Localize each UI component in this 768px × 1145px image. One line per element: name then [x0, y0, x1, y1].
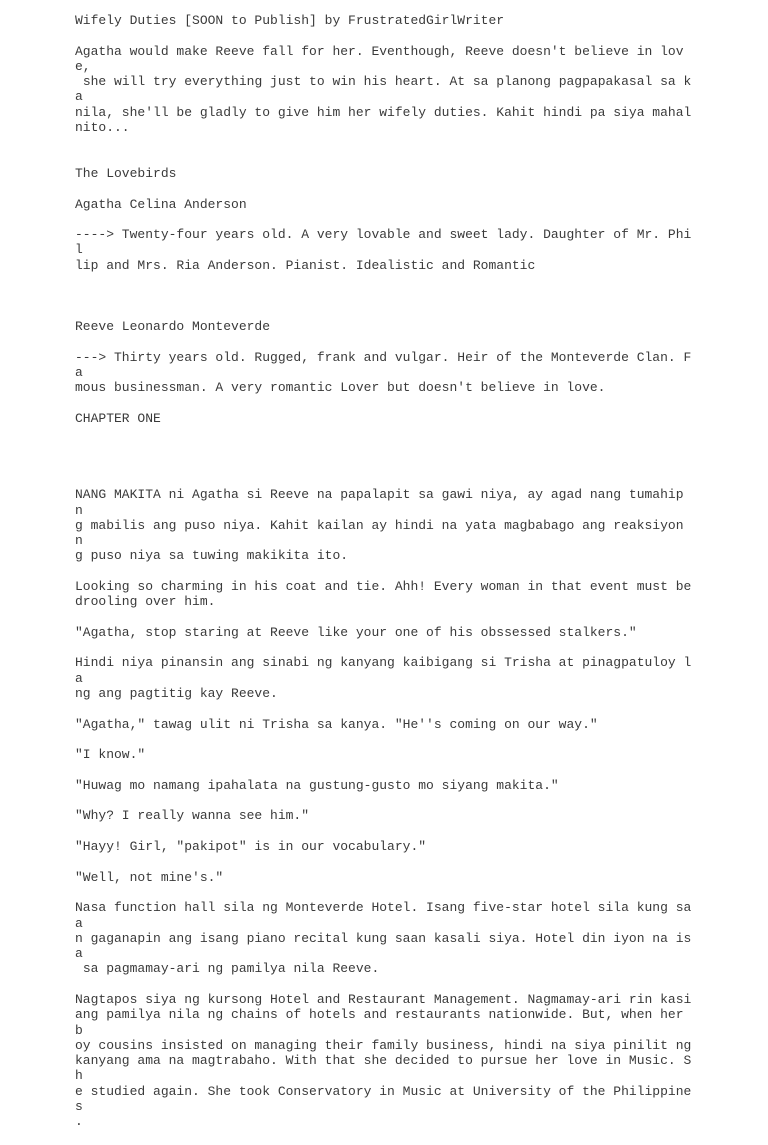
story-paragraph: NANG MAKITA ni Agatha si Reeve na papalapit sa gawi niya, ay agad nang tumahip n g mabilis ang puso niya. Kahit kailan ay hindi na yata magbabago ang reaksiyon n g puso niya sa tuwing makikita ito. [75, 487, 684, 564]
story-paragraph: Hindi niya pinansin ang sinabi ng kanyang kaibigang si Trisha at pinagpatuloy la ng ang pagtitig kay Reeve. [75, 655, 692, 702]
story-paragraph: Nagtapos siya ng kursong Hotel and Restaurant Management. Nagmamay-ari rin kasi ang pamilya nila ng chains of hotels and restaurants nationwide. But, when her b oy cousins insisted on managing their family business, hindi na siya pinilit ng kanyang ama na magtrabaho. With that she decided to pursue her love in Music. Sh e studied again. She took Conservatory in Music at University of the Philippines . [75, 992, 692, 1130]
story-paragraph: "I know." [75, 747, 146, 763]
spacer [75, 151, 695, 166]
chapter-heading: CHAPTER ONE [75, 410, 161, 426]
story-paragraph: Nasa function hall sila ng Monteverde Hotel. Isang five-star hotel sila kung saa n gaganapin ang isang piano recital kung saan kasali siya. Hotel din iyon na isa sa pagmamay-ari ng pamilya nila Reeve. [75, 900, 692, 977]
character-description: ----> Twenty-four years old. A very lovable and sweet lady. Daughter of Mr. Phil lip and Mrs. Ria Anderson. Pianist. Idealistic and Romantic [75, 227, 692, 273]
story-paragraph: "Agatha," tawag ulit ni Trisha sa kanya. "He''s coming on our way." [75, 716, 598, 732]
story-paragraph: "Agatha, stop staring at Reeve like your one of his obssessed stalkers." [75, 624, 637, 640]
document-page [75, 13, 695, 1145]
character-name: Reeve Leonardo Monteverde [75, 318, 271, 334]
story-paragraph: "Huwag mo namang ipahalata na gustung-gusto mo siyang makita." [75, 777, 559, 793]
character-description: ---> Thirty years old. Rugged, frank and vulgar. Heir of the Monteverde Clan. Fa mous businessman. A very romantic Lover but doesn't believe in love. [75, 349, 692, 396]
story-blurb: Agatha would make Reeve fall for her. Eventhough, Reeve doesn't believe in love, she will try everything just to win his heart. At sa planong pagpapakasal sa ka nila, she'll be gladly to give him her wifely duties. Kahit hindi pa siya mahal nito... [75, 43, 692, 136]
section-heading: The Lovebirds [75, 165, 177, 181]
story-paragraph: "Why? I really wanna see him." [75, 808, 310, 824]
story-paragraph: Looking so charming in his coat and tie. Ahh! Every woman in that event must be drooling over him. [75, 578, 692, 610]
story-paragraph: "Hayy! Girl, "pakipot" is in our vocabulary." [75, 839, 427, 855]
spacer [75, 441, 695, 487]
character-name: Agatha Celina Anderson [75, 196, 247, 212]
story-paragraph: "Well, not mine's." [75, 869, 224, 885]
document-title: Wifely Duties [SOON to Publish] by FrustratedGirlWriter [75, 13, 505, 28]
spacer [75, 288, 695, 319]
